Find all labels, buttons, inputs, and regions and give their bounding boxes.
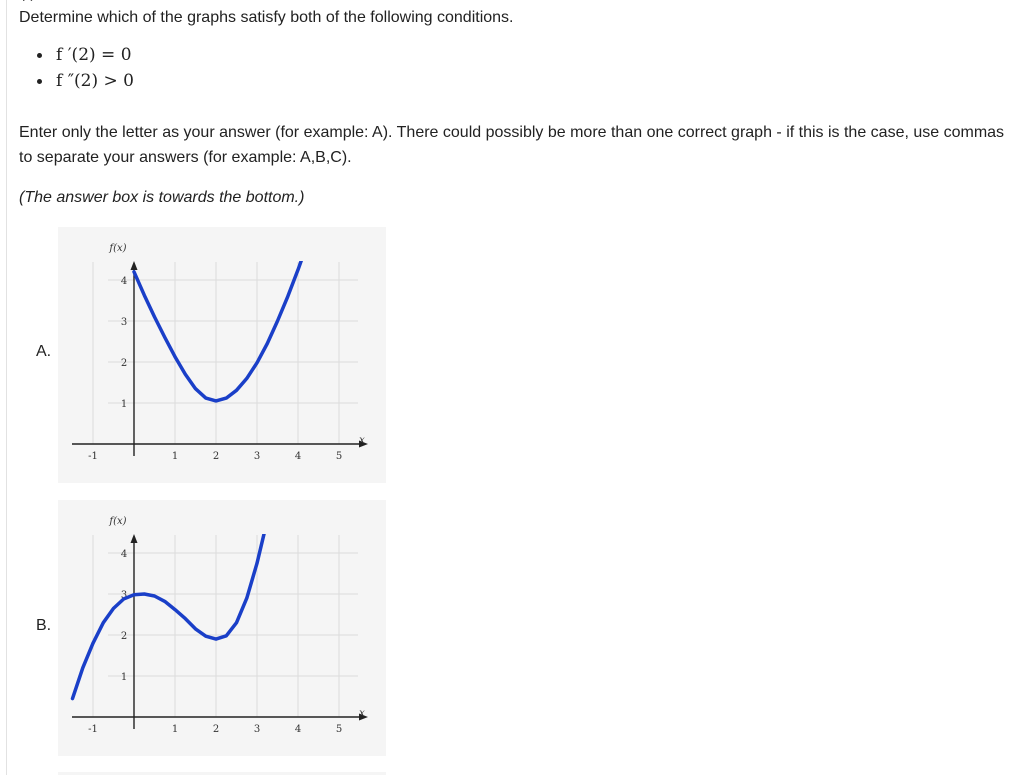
x-tick-label: -1: [88, 724, 98, 735]
x-tick-label: -1: [88, 451, 98, 462]
function-curve: [134, 227, 329, 401]
condition-second-derivative: f ″(2) > 0: [18, 68, 134, 94]
x-tick-label: 2: [212, 724, 220, 735]
graph-b: [58, 500, 386, 756]
conditions-list: [18, 42, 134, 94]
y-tick-label: 4: [120, 276, 128, 287]
option-label-b: B.: [36, 617, 52, 634]
graph-a: [58, 227, 386, 483]
x-tick-label: 4: [294, 724, 302, 735]
y-axis-label: f(x): [109, 243, 127, 254]
y-tick-label: 1: [120, 672, 128, 683]
y-tick-label: 3: [120, 317, 128, 328]
option-label-a: A.: [36, 343, 52, 360]
question-intro: Determine which of the graphs satisfy both of the following conditions.: [19, 9, 514, 26]
x-axis-label: x: [359, 708, 365, 719]
x-tick-label: 1: [171, 724, 179, 735]
left-border: [6, 0, 7, 775]
graph-svg: [58, 227, 386, 483]
y-axis-arrow: [131, 534, 138, 543]
y-axis-label: f(x): [109, 516, 127, 527]
y-tick-label: 2: [120, 358, 128, 369]
x-tick-label: 2: [212, 451, 220, 462]
x-tick-label: 5: [335, 451, 343, 462]
y-tick-label: 2: [120, 631, 128, 642]
y-tick-label: 3: [120, 590, 128, 601]
x-axis-label: x: [359, 435, 365, 446]
graph-svg: [58, 500, 386, 756]
y-axis-arrow: [131, 261, 138, 270]
answer-box-note: (The answer box is towards the bottom.): [19, 189, 305, 206]
points-label: [22, 0, 56, 1]
function-curve: [73, 520, 268, 698]
x-tick-label: 3: [253, 724, 261, 735]
x-tick-label: 4: [294, 451, 302, 462]
answer-instructions: Enter only the letter as your answer (for example: A). There could possibly be more than one correct graph - if this is the case, use commas to separate your answers (for example: A,B,C).: [19, 124, 1005, 166]
y-tick-label: 1: [120, 399, 128, 410]
y-tick-label: 4: [120, 549, 128, 560]
x-tick-label: 1: [171, 451, 179, 462]
x-tick-label: 3: [253, 451, 261, 462]
x-tick-label: 5: [335, 724, 343, 735]
condition-first-derivative: f ′(2) = 0: [18, 42, 134, 68]
